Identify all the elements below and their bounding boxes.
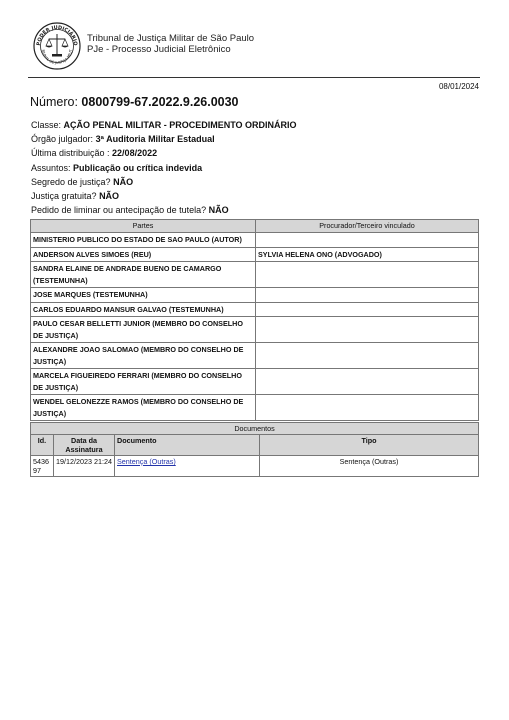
meta-segredo-label: Segredo de justiça? (31, 176, 111, 187)
documentos-table (30, 422, 479, 477)
partes-header-row (31, 220, 479, 233)
doc-tipo-cell: Sentença (Outras) (260, 456, 479, 477)
system-name: PJe - Processo Judicial Eletrônico (87, 44, 231, 55)
documentos-title-row (31, 423, 479, 435)
parte-cell: MINISTERIO PUBLICO DO ESTADO DE SAO PAULO (AUTOR) (31, 233, 256, 248)
print-date: 08/01/2024 (438, 82, 479, 91)
header-divider (28, 77, 480, 78)
parte-cell: WENDEL GELONEZZE RAMOS (MEMBRO DO CONSELHO DE JUSTIÇA) (31, 395, 256, 421)
meta-orgao-value: 3ª Auditoria Militar Estadual (95, 134, 215, 145)
parte-cell: CARLOS EDUARDO MANSUR GALVAO (TESTEMUNHA) (31, 302, 256, 317)
court-name: Tribunal de Justiça Militar de São Paulo (87, 33, 255, 44)
table-row (31, 317, 479, 343)
meta-classe-value: AÇÃO PENAL MILITAR - PROCEDIMENTO ORDINÁRIO (63, 120, 297, 130)
doc-documento-cell (115, 456, 260, 477)
table-row (31, 233, 479, 248)
process-number-value: 0800799-67.2022.9.26.0030 (81, 95, 239, 109)
meta-distribuicao-value: 22/08/2022 (112, 148, 158, 159)
meta-assuntos (31, 161, 297, 175)
procurador-cell (256, 233, 479, 248)
procurador-cell (256, 302, 479, 317)
procurador-cell (256, 395, 479, 421)
table-row (31, 247, 479, 262)
meta-orgao-label: Órgão julgador: (31, 134, 94, 145)
parte-cell: MARCELA FIGUEIREDO FERRARI (MEMBRO DO CONSELHO DE JUSTIÇA) (31, 369, 256, 395)
process-number (30, 95, 239, 109)
meta-orgao (31, 132, 297, 146)
meta-distribuicao (31, 146, 297, 160)
process-metadata (31, 118, 297, 217)
table-row (31, 288, 479, 303)
partes-table (30, 219, 479, 421)
svg-text:TRIBUNAL DE JUSTIÇA MILITAR: IBUNAL DE JUSTIÇA MILIT (41, 49, 74, 66)
table-row (31, 343, 479, 369)
procurador-cell (256, 343, 479, 369)
meta-liminar (31, 203, 297, 217)
table-row (31, 456, 479, 477)
procurador-cell (256, 262, 479, 288)
parte-cell: JOSE MARQUES (TESTEMUNHA) (31, 288, 256, 303)
meta-segredo-value: NÃO (113, 176, 134, 187)
documentos-header-row (31, 435, 479, 456)
meta-gratuita (31, 189, 297, 203)
procurador-header: Procurador/Terceiro vinculado (256, 220, 479, 233)
procurador-cell (256, 317, 479, 343)
table-row (31, 262, 479, 288)
meta-assuntos-value: Publicação ou crítica indevida (73, 162, 203, 173)
col-documento-header: Documento (115, 435, 260, 456)
meta-liminar-label: Pedido de liminar ou antecipação de tutela? (31, 205, 207, 216)
process-number-label: Número: (30, 95, 78, 109)
meta-segredo (31, 175, 297, 189)
parte-cell: SANDRA ELAINE DE ANDRADE BUENO DE CAMARGO (TESTEMUNHA) (31, 262, 256, 288)
col-data-header: Data da Assinatura (54, 435, 115, 456)
doc-id-cell: 543697 (31, 456, 54, 477)
table-row (31, 302, 479, 317)
parte-cell: ANDERSON ALVES SIMOES (REU) (31, 247, 256, 262)
procurador-cell: SYLVIA HELENA ONO (ADVOGADO) (256, 247, 479, 262)
parte-cell: ALEXANDRE JOAO SALOMAO (MEMBRO DO CONSELHO DE JUSTIÇA) (31, 343, 256, 369)
table-row (31, 369, 479, 395)
court-header (87, 33, 254, 55)
meta-distribuicao-label: Última distribuição : (31, 148, 110, 159)
doc-data-cell: 19/12/2023 21:24 (54, 456, 115, 477)
table-row (31, 395, 479, 421)
procurador-cell (256, 288, 479, 303)
partes-header: Partes (31, 220, 256, 233)
meta-classe-label: Classe: (31, 120, 62, 130)
court-seal-logo (33, 22, 81, 70)
parte-cell: PAULO CESAR BELLETTI JUNIOR (MEMBRO DO CONSELHO DE JUSTIÇA) (31, 317, 256, 343)
documentos-title: Documentos (31, 423, 479, 435)
col-tipo-header: Tipo (260, 435, 479, 456)
meta-assuntos-label: Assuntos: (31, 162, 71, 173)
meta-classe (31, 118, 297, 132)
document-link[interactable]: Sentença (Outras) (117, 457, 176, 466)
meta-gratuita-label: Justiça gratuita? (31, 191, 97, 202)
svg-text:PODER JUDICIÁRIO: PODER JUDICIÁRIO (35, 24, 79, 47)
meta-gratuita-value: NÃO (99, 191, 120, 202)
meta-liminar-value: NÃO (208, 205, 229, 216)
col-id-header: Id. (31, 435, 54, 456)
procurador-cell (256, 369, 479, 395)
